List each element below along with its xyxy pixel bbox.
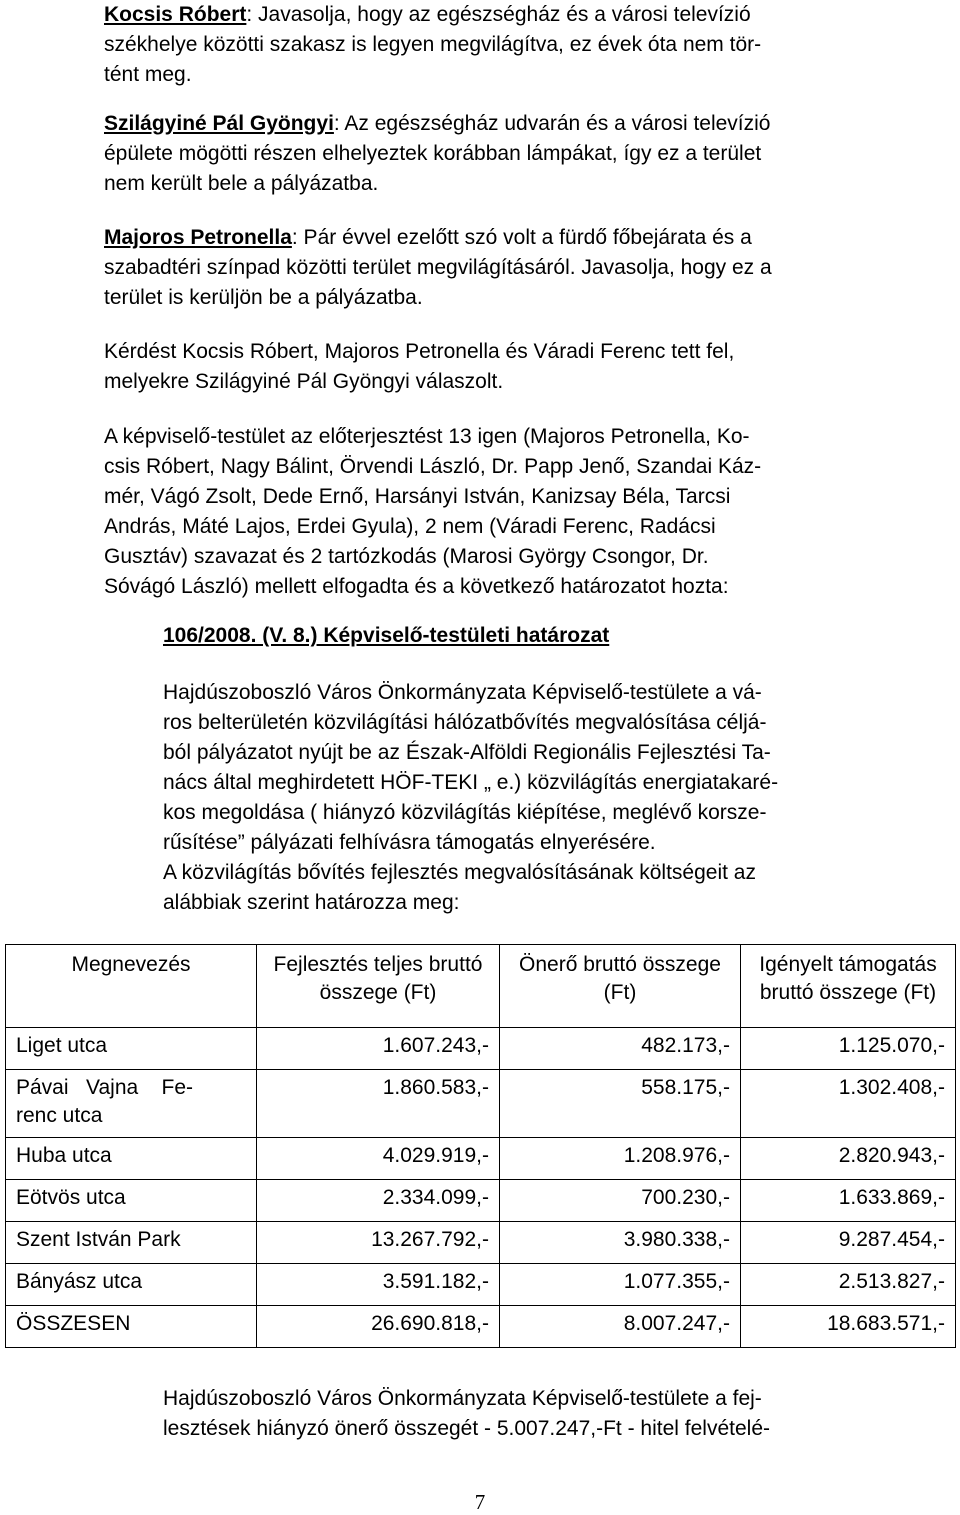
text-line: nács által meghirdetett HÖF-TEKI „ e.) közvilágítás energiatakaré-	[163, 771, 779, 794]
cell-name: Huba utca	[6, 1138, 257, 1180]
cell-name: Eötvös utca	[6, 1180, 257, 1222]
paragraph-szilagyine	[104, 109, 896, 199]
text-line: Sóvágó László) mellett elfogadta és a következő határozatot hozta:	[104, 575, 729, 598]
text-line: : Pár évvel ezelőtt szó volt a fürdő főbejárata és a	[291, 226, 752, 249]
cell-name: Szent István Park	[6, 1222, 257, 1264]
cell-requested: 18.683.571,-	[741, 1306, 956, 1348]
cell-name: ÖSSZESEN	[6, 1306, 257, 1348]
text-line: épülete mögötti részen elhelyeztek korábban lámpákat, így ez a terület	[104, 142, 762, 165]
cell-own: 1.077.355,-	[500, 1264, 741, 1306]
cell-total: 2.334.099,-	[257, 1180, 500, 1222]
resolution-body	[163, 678, 896, 918]
table-row	[6, 1180, 956, 1222]
cell-requested: 1.633.869,-	[741, 1180, 956, 1222]
column-header: Önerő bruttó összege (Ft)	[500, 945, 741, 1028]
text-line: melyekre Szilágyiné Pál Gyöngyi válaszolt.	[104, 370, 504, 393]
cell-name: Pávai Vajna Fe- renc utca	[6, 1070, 257, 1138]
text-line: A közvilágítás bővítés fejlesztés megvalósításának költségeit az	[163, 861, 756, 884]
column-header: Fejlesztés teljes bruttó összege (Ft)	[257, 945, 500, 1028]
text-line: : Javasolja, hogy az egészségház és a városi televízió	[246, 3, 751, 26]
text-line: tént meg.	[104, 63, 192, 86]
paragraph-majoros	[104, 223, 896, 313]
text-line: kos megoldása ( hiányzó közvilágítás kiépítése, meglévő korsze-	[163, 801, 767, 824]
cell-total: 3.591.182,-	[257, 1264, 500, 1306]
speaker-name: Szilágyiné Pál Gyöngyi	[104, 112, 334, 135]
paragraph-kocsis	[104, 0, 896, 90]
page-number: 7	[474, 1490, 486, 1514]
text-line: csis Róbert, Nagy Bálint, Örvendi László, Dr. Papp Jenő, Szandai Káz-	[104, 455, 762, 478]
text-line: András, Máté Lajos, Erdei Gyula), 2 nem (Váradi Ferenc, Radácsi	[104, 515, 716, 538]
cell-own: 700.230,-	[500, 1180, 741, 1222]
cell-name: Liget utca	[6, 1028, 257, 1070]
table-row	[6, 1222, 956, 1264]
text-line: szabadtéri színpad közötti terület megvilágításáról. Javasolja, hogy ez a	[104, 256, 772, 279]
closing-paragraph	[163, 1384, 896, 1444]
cell-requested: 2.820.943,-	[741, 1138, 956, 1180]
paragraph-questions	[104, 337, 896, 397]
text-line: mér, Vágó Zsolt, Dede Ernő, Harsányi István, Kanizsay Béla, Tarcsi	[104, 485, 731, 508]
cell-total: 1.860.583,-	[257, 1070, 500, 1138]
text-line: ból pályázatot nyújt be az Észak-Alföldi Regionális Fejlesztési Ta-	[163, 741, 771, 764]
cell-total: 1.607.243,-	[257, 1028, 500, 1070]
text-line: alábbiak szerint határozza meg:	[163, 891, 460, 914]
cell-own: 1.208.976,-	[500, 1138, 741, 1180]
cell-requested: 9.287.454,-	[741, 1222, 956, 1264]
table-total-row	[6, 1306, 956, 1348]
budget-table	[5, 944, 956, 1348]
text-line: nem került bele a pályázatba.	[104, 172, 379, 195]
cell-own: 3.980.338,-	[500, 1222, 741, 1264]
text-line: terület is kerüljön be a pályázatba.	[104, 286, 423, 309]
column-header: Igényelt támogatás bruttó összege (Ft)	[741, 945, 956, 1028]
table-row	[6, 1138, 956, 1180]
text-line: Gusztáv) szavazat és 2 tartózkodás (Marosi György Csongor, Dr.	[104, 545, 709, 568]
column-header: Megnevezés	[6, 945, 257, 1028]
cell-requested: 1.302.408,-	[741, 1070, 956, 1138]
table-row	[6, 1028, 956, 1070]
cell-own: 558.175,-	[500, 1070, 741, 1138]
text-line: A képviselő-testület az előterjesztést 13 igen (Majoros Petronella, Ko-	[104, 425, 750, 448]
text-line: Kérdést Kocsis Róbert, Majoros Petronella és Váradi Ferenc tett fel,	[104, 340, 735, 363]
resolution-title: 106/2008. (V. 8.) Képviselő-testületi határozat	[163, 624, 610, 647]
text-line: lesztések hiányzó önerő összegét - 5.007.247,-Ft - hitel felvételé-	[163, 1417, 770, 1440]
table-row	[6, 1070, 956, 1138]
speaker-name: Kocsis Róbert	[104, 3, 247, 26]
cell-total: 13.267.792,-	[257, 1222, 500, 1264]
cell-name: Bányász utca	[6, 1264, 257, 1306]
text-line: : Az egészségház udvarán és a városi televízió	[333, 112, 771, 135]
speaker-name: Majoros Petronella	[104, 226, 292, 249]
text-line: ros belterületén közvilágítási hálózatbővítés megvalósítása céljá-	[163, 711, 767, 734]
cell-total: 26.690.818,-	[257, 1306, 500, 1348]
text-line: székhelye közötti szakasz is legyen megvilágítva, ez évek óta nem tör-	[104, 33, 762, 56]
cell-own: 482.173,-	[500, 1028, 741, 1070]
cell-own: 8.007.247,-	[500, 1306, 741, 1348]
text-line: Hajdúszoboszló Város Önkormányzata Képviselő-testülete a fej-	[163, 1387, 762, 1410]
text-line: Hajdúszoboszló Város Önkormányzata Képviselő-testülete a vá-	[163, 681, 762, 704]
cell-requested: 2.513.827,-	[741, 1264, 956, 1306]
cell-requested: 1.125.070,-	[741, 1028, 956, 1070]
text-line: rűsítése” pályázati felhívásra támogatás elnyerésére.	[163, 831, 656, 854]
paragraph-vote	[104, 422, 896, 602]
table-row	[6, 1264, 956, 1306]
table-header-row	[6, 945, 956, 1028]
cell-total: 4.029.919,-	[257, 1138, 500, 1180]
